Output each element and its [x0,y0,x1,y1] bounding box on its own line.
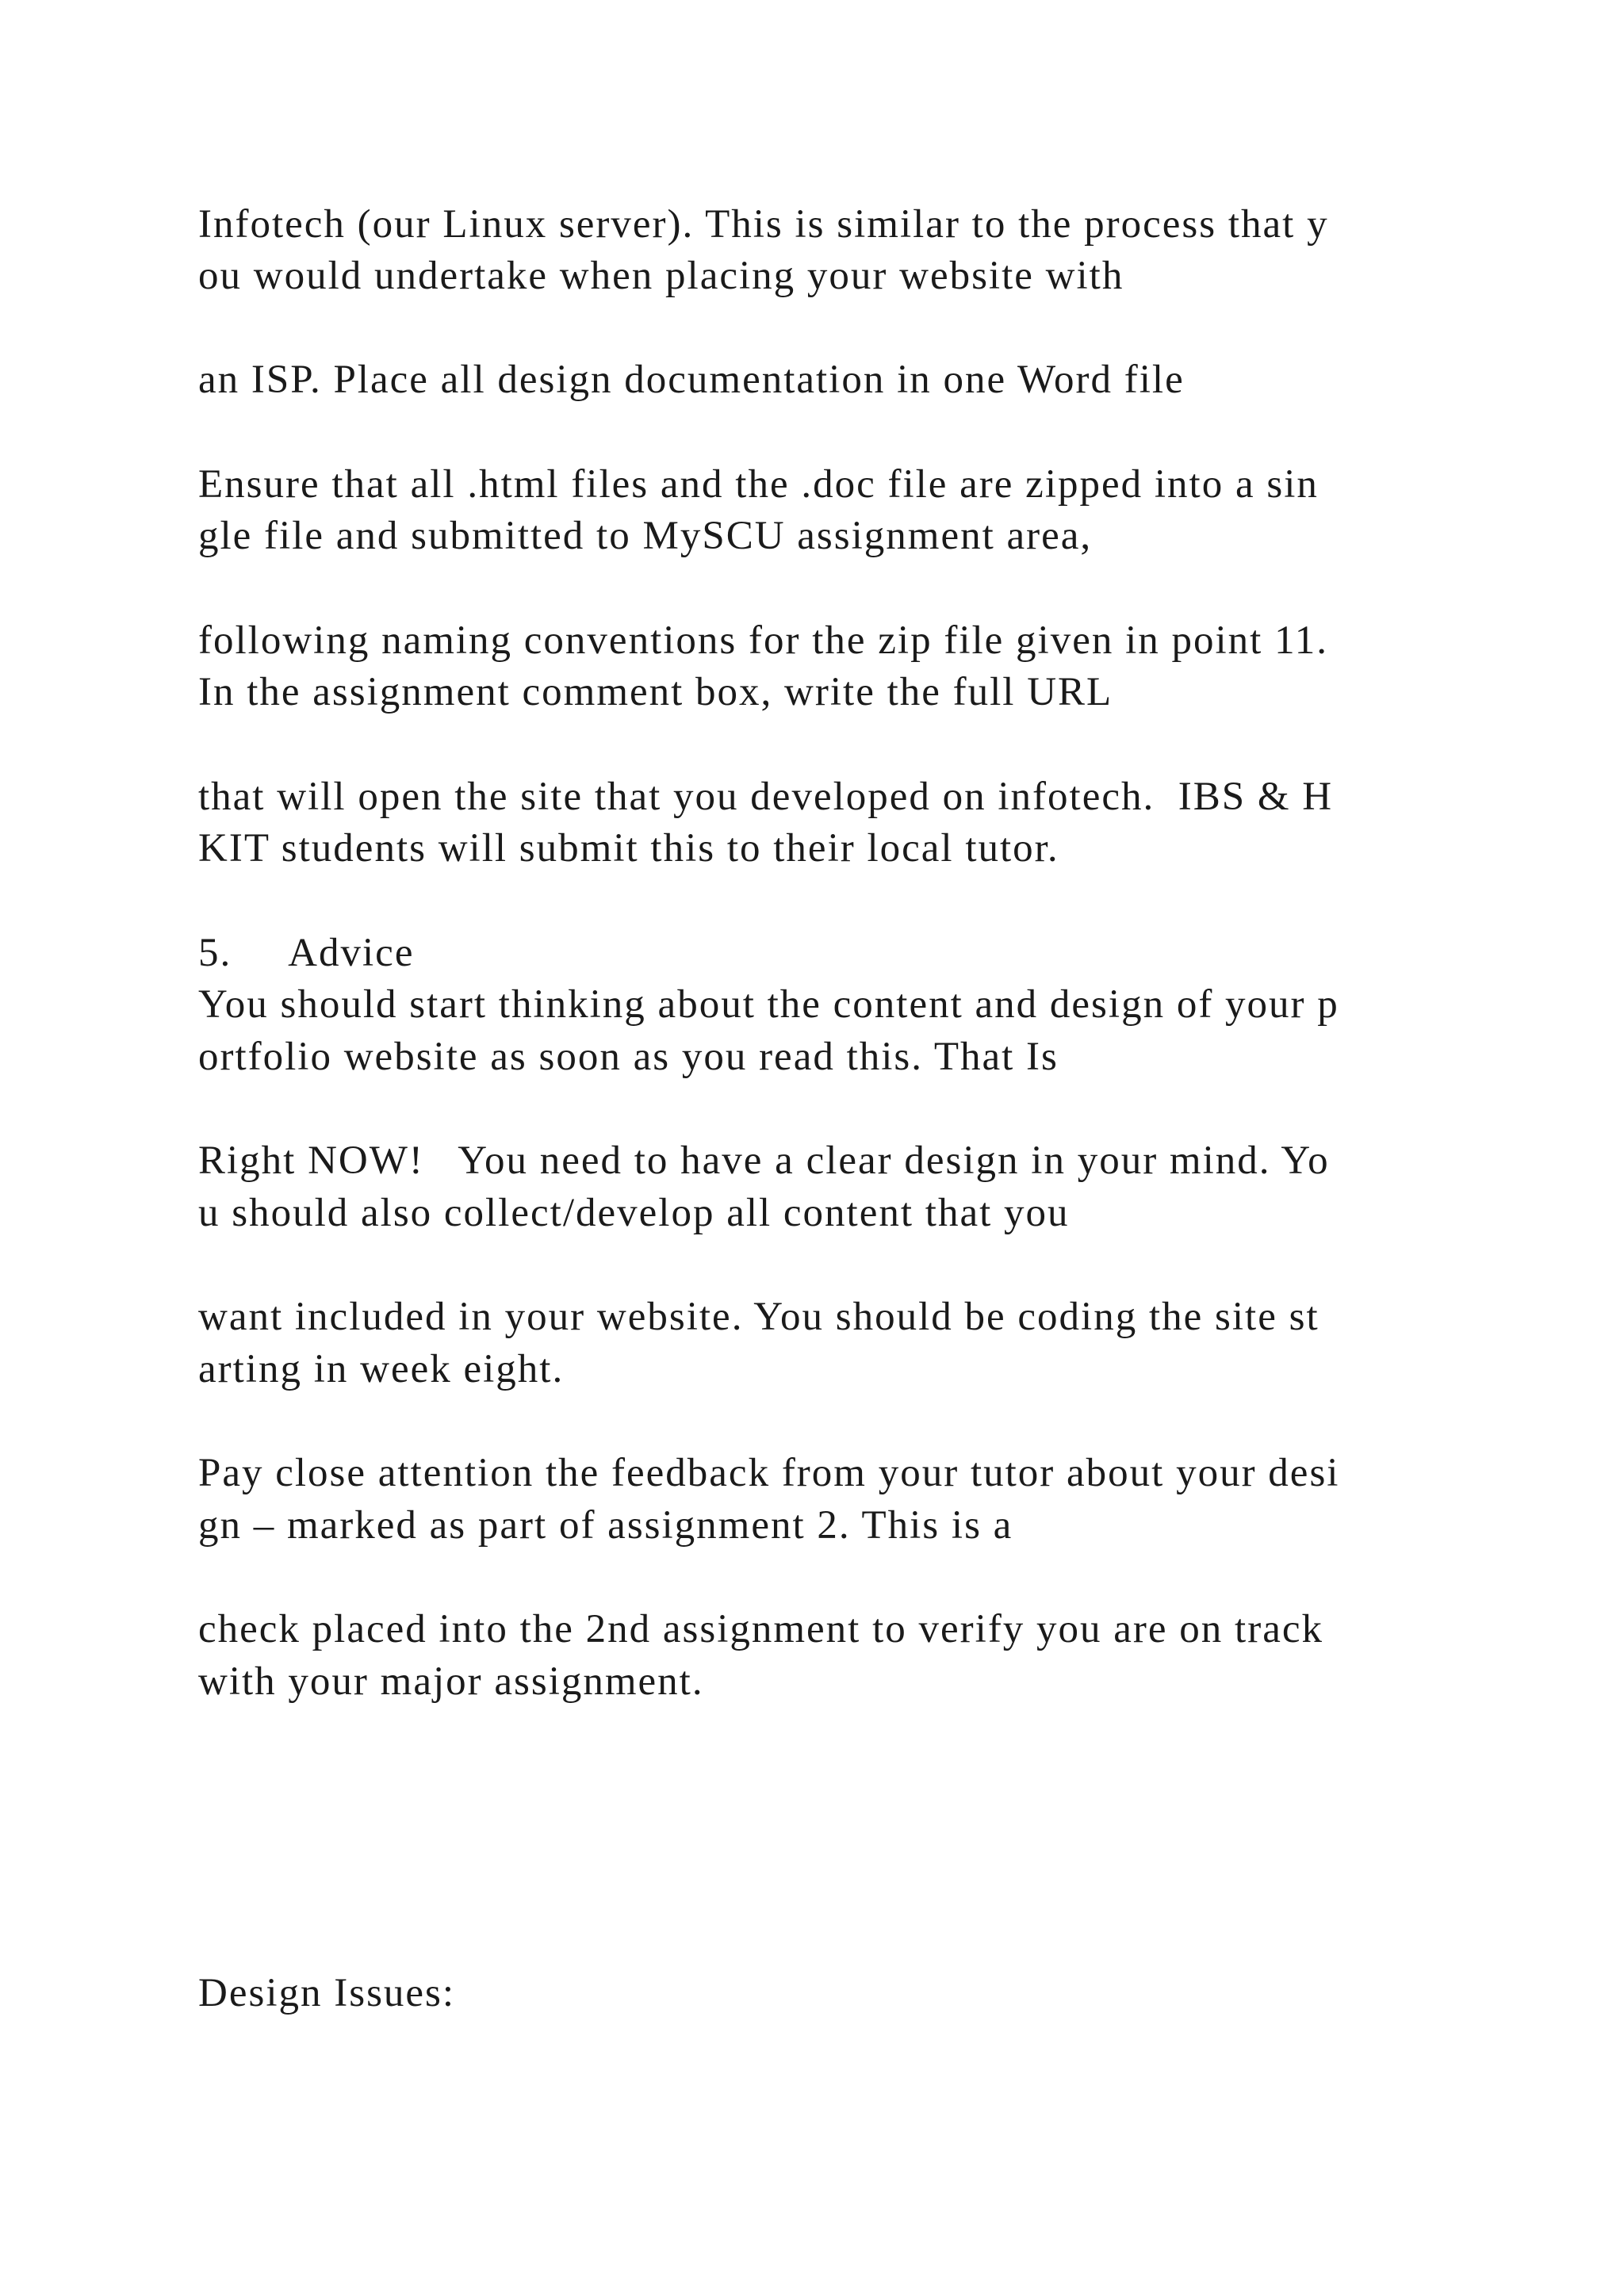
text-line: Infotech (our Linux server). This is similar to the process that y [198,202,1329,247]
text-line: u should also collect/develop all content that you [198,1191,1070,1235]
text-line: an ISP. Place all design documentation in one Word file [198,358,1185,402]
text-line: Ensure that all .html files and the .doc file are zipped into a sin [198,462,1319,507]
text-line: Pay close attention the feedback from your tutor about your desi [198,1451,1340,1495]
section-heading-advice: 5. Advice [198,931,415,975]
text-line: ortfolio website as soon as you read this. That Is [198,1035,1059,1079]
text-line: In the assignment comment box, write the full URL [198,670,1113,714]
text-line: with your major assignment. [198,1659,704,1704]
text-line: that will open the site that you developed on infotech. IBS & H [198,775,1334,819]
text-line: following naming conventions for the zip file given in point 11. [198,618,1328,663]
text-line: ou would undertake when placing your website with [198,254,1124,298]
text-line: KIT students will submit this to their local tutor. [198,826,1059,871]
text-line: You should start thinking about the content and design of your p [198,982,1339,1027]
text-line: arting in week eight. [198,1347,565,1391]
text-line: want included in your website. You should be coding the site st [198,1295,1320,1339]
text-line: gle file and submitted to MySCU assignment area, [198,514,1093,558]
section-heading-design-issues: Design Issues: [198,1971,456,2015]
text-line: gn – marked as part of assignment 2. This is a [198,1503,1013,1548]
text-line: check placed into the 2nd assignment to verify you are on track [198,1607,1323,1651]
text-line: Right NOW! You need to have a clear design in your mind. Yo [198,1138,1330,1183]
